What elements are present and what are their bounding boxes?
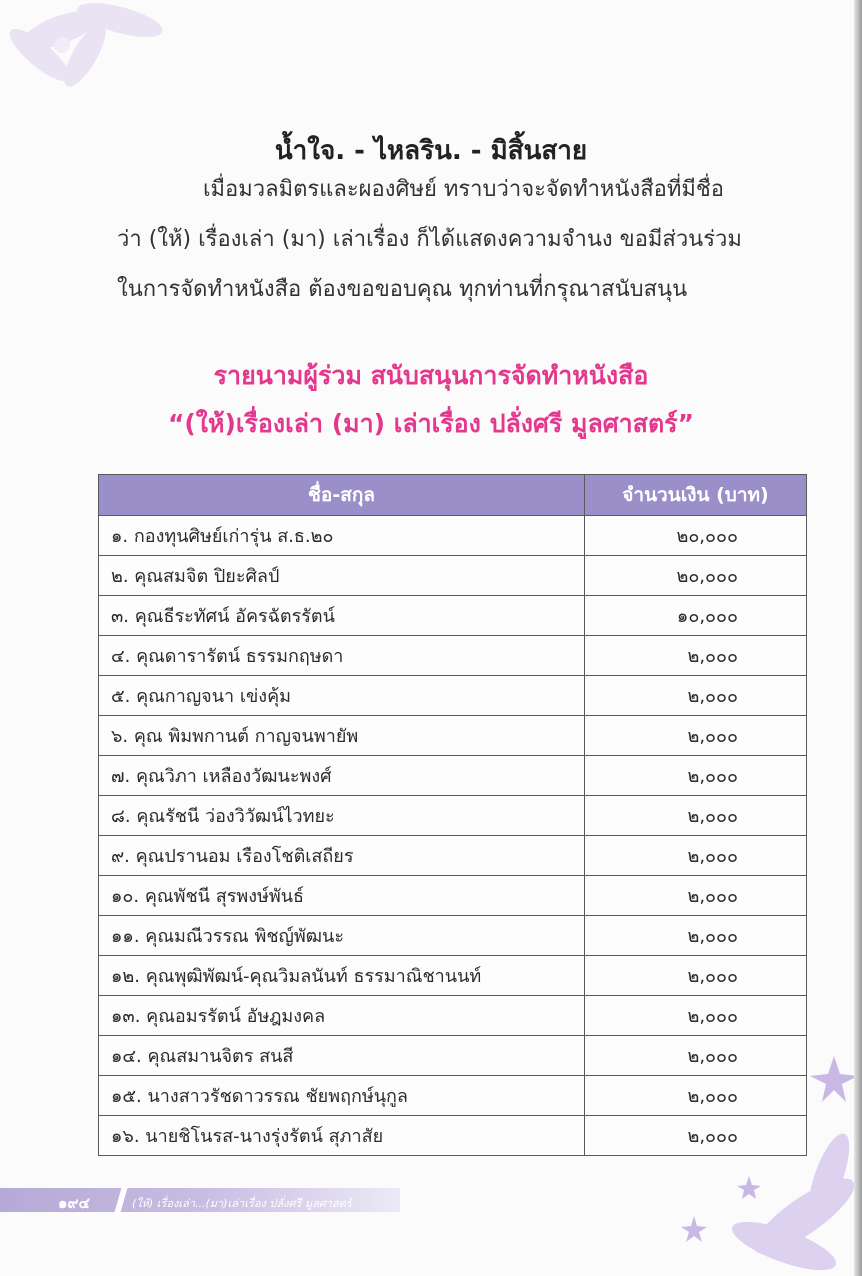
intro-line-2: ว่า (ให้) เรื่องเล่า (มา) เล่าเรื่อง ก็ได้แสดงความจำนง ขอมีส่วนร่วม	[117, 227, 742, 252]
page-heading: น้ำใจ. - ไหลริน. - มิสิ้นสาย	[274, 136, 588, 166]
donation-amount: ๒,๐๐๐	[585, 996, 807, 1036]
table-row	[99, 1076, 807, 1116]
donation-amount: ๒๐,๐๐๐	[585, 516, 807, 556]
table-row	[99, 556, 807, 596]
donor-name: ๔. คุณดารารัตน์ ธรรมกฤษดา	[99, 636, 585, 676]
table-row	[99, 956, 807, 996]
column-header-name: ชื่อ-สกุล	[99, 475, 585, 516]
donation-amount: ๒,๐๐๐	[585, 716, 807, 756]
table-row	[99, 716, 807, 756]
donation-amount: ๒,๐๐๐	[585, 796, 807, 836]
donor-table	[98, 474, 807, 1156]
intro-line-1: เมื่อมวลมิตรและผองศิษย์ ทราบว่าจะจัดทำหนังสือที่มีชื่อ	[203, 177, 725, 202]
donor-name: ๖. คุณ พิมพกานต์ กาญจนพายัพ	[99, 716, 585, 756]
donor-name: ๑๕. นางสาวรัชดาวรรณ ชัยพฤกษ์นุกูล	[99, 1076, 585, 1116]
donation-amount: ๒,๐๐๐	[585, 1036, 807, 1076]
donor-name: ๑๑. คุณมณีวรรณ พิชญ์พัฒนะ	[99, 916, 585, 956]
donation-amount: ๒๐,๐๐๐	[585, 556, 807, 596]
table-row	[99, 1036, 807, 1076]
donation-amount: ๒,๐๐๐	[585, 1116, 807, 1156]
table-row	[99, 636, 807, 676]
table-row	[99, 796, 807, 836]
donor-name: ๑๔. คุณสมานจิตร สนสี	[99, 1036, 585, 1076]
table-row	[99, 676, 807, 716]
table-row	[99, 756, 807, 796]
donation-amount: ๒,๐๐๐	[585, 956, 807, 996]
donor-name: ๑๖. นายชิโนรส-นางรุ่งรัตน์ สุภาสัย	[99, 1116, 585, 1156]
table-row	[99, 996, 807, 1036]
donation-amount: ๒,๐๐๐	[585, 836, 807, 876]
donor-name: ๗. คุณวิภา เหลืองวัฒนะพงศ์	[99, 756, 585, 796]
donor-list-title-line-1: รายนามผู้ร่วม สนับสนุนการจัดทำหนังสือ	[213, 361, 649, 390]
donor-name: ๕. คุณกาญจนา เข่งคุ้ม	[99, 676, 585, 716]
donation-amount: ๒,๐๐๐	[585, 756, 807, 796]
table-row	[99, 876, 807, 916]
donor-name: ๒. คุณสมจิต ปิยะศิลป์	[99, 556, 585, 596]
donor-name: ๑๐. คุณพัชนี สุรพงษ์พันธ์	[99, 876, 585, 916]
donation-amount: ๑๐,๐๐๐	[585, 596, 807, 636]
table-row	[99, 596, 807, 636]
intro-paragraph	[117, 165, 817, 315]
donor-name: ๑. กองทุนศิษย์เก่ารุ่น ส.ธ.๒๐	[99, 516, 585, 556]
donation-amount: ๒,๐๐๐	[585, 876, 807, 916]
donor-name: ๓. คุณธีระทัศน์ อัครฉัตรรัตน์	[99, 596, 585, 636]
footer-book-title: (ให้) เรื่องเล่า...(มา)เล่าเรื่อง ปลั่งศรี มูลศาสตร์	[132, 1197, 352, 1210]
donor-name: ๙. คุณปรานอม เรืองโชติเสถียร	[99, 836, 585, 876]
table-row	[99, 516, 807, 556]
donor-name: ๑๒. คุณพุฒิพัฒน์-คุณวิมลนันท์ ธรรมาณิชานนท์	[99, 956, 585, 996]
column-header-amount: จำนวนเงิน (บาท)	[585, 475, 807, 516]
table-row	[99, 836, 807, 876]
page-edge	[854, 0, 862, 1276]
footer-divider-slash	[114, 1186, 128, 1214]
donation-amount: ๒,๐๐๐	[585, 916, 807, 956]
donor-name: ๑๓. คุณอมรรัตน์ อัษฎมงคล	[99, 996, 585, 1036]
page-number: ๑๙๔	[58, 1194, 90, 1212]
table-header-row	[99, 475, 807, 516]
intro-line-3: ในการจัดทำหนังสือ ต้องขอขอบคุณ ทุกท่านที่กรุณาสนับสนุน	[117, 277, 688, 302]
table-row	[99, 1116, 807, 1156]
table-row	[99, 916, 807, 956]
donor-name: ๘. คุณรัชนี ว่องวิวัฒน์ไวทยะ	[99, 796, 585, 836]
donor-list-title	[0, 352, 862, 448]
donation-amount: ๒,๐๐๐	[585, 676, 807, 716]
donor-list-title-line-2: “(ให้)เรื่องเล่า (มา) เล่าเรื่อง ปลั่งศรี มูลศาสตร์”	[167, 409, 695, 438]
decorative-flower-top-left	[0, 0, 200, 150]
donation-amount: ๒,๐๐๐	[585, 1076, 807, 1116]
donation-amount: ๒,๐๐๐	[585, 636, 807, 676]
